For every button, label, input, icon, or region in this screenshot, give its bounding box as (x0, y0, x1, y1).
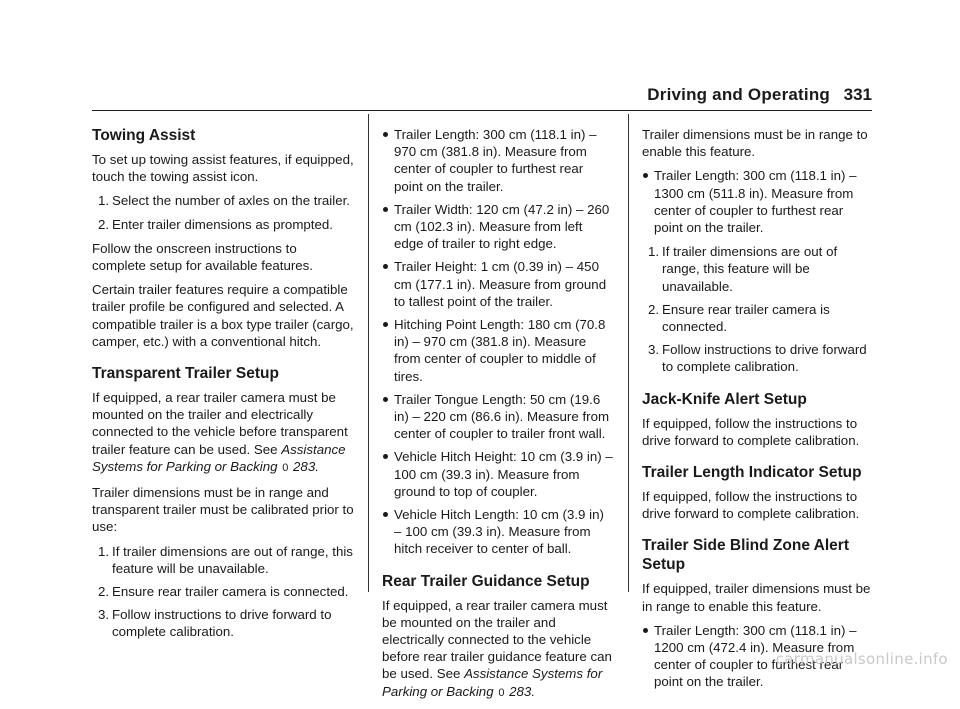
step-text: Select the number of axles on the trailer. (112, 193, 350, 209)
step-text: Enter trailer dimensions as prompted. (112, 216, 333, 232)
column-2 (382, 126, 614, 709)
trailer-dimension-list (382, 126, 614, 558)
list-item (92, 583, 354, 600)
step-number: 3. (648, 342, 660, 358)
list-item (92, 192, 354, 209)
page-number: 331 (843, 85, 872, 104)
towing-paragraph: Certain trailer features require a compatible trailer profile be configured and selected. A compatible trailer is a box type trailer (cargo, camper, etc.) with a conventional hitch. (92, 282, 354, 349)
list-item: Vehicle Hitch Height: 10 cm (3.9 in) – 100 cm (39.3 in). Measure from ground to top of coupler. (382, 448, 614, 500)
transparent-steps (92, 543, 354, 641)
paragraph-text: If equipped, a rear trailer camera must be mounted on the trailer and electrically connected to the vehicle before transparent trailer feature can be used. See (92, 390, 348, 457)
transparent-paragraph (92, 389, 354, 477)
step-text: Ensure rear trailer camera is connected. (112, 584, 349, 600)
page-ref-icon: 0 (498, 686, 505, 699)
step-text: If trailer dimensions are out of range, this feature will be unavailable. (112, 543, 353, 576)
list-item (642, 341, 872, 375)
step-number: 2. (648, 301, 660, 317)
step-number: 3. (98, 607, 110, 623)
transparent-paragraph: Trailer dimensions must be in range and transparent trailer must be calibrated prior to use: (92, 485, 354, 535)
step-number: 1. (648, 244, 660, 260)
rear-guidance-paragraph (382, 597, 614, 702)
list-item: Hitching Point Length: 180 cm (70.8 in) – 970 cm (381.8 in). Measure from center of coupler to middle of tires. (382, 316, 614, 385)
list-item (642, 301, 872, 335)
list-item (92, 543, 354, 577)
list-item (92, 606, 354, 640)
header-divider (92, 110, 872, 111)
heading-jack-knife-alert: Jack-Knife Alert Setup (642, 390, 807, 408)
step-text: Follow instructions to drive forward to complete calibration. (112, 607, 332, 640)
watermark: carmanualsonline.info (775, 650, 948, 668)
heading-transparent-trailer: Transparent Trailer Setup (92, 365, 279, 383)
list-item (642, 243, 872, 295)
list-item: Trailer Length: 300 cm (118.1 in) – 970 cm (381.8 in). Measure from center of coupler to furthest rear point on the trailer. (382, 126, 614, 195)
column-3 (642, 126, 872, 698)
list-item: Trailer Width: 120 cm (47.2 in) – 260 cm (102.3 in). Measure from left edge of trailer to right edge. (382, 201, 614, 253)
list-item: Trailer Tongue Length: 50 cm (19.6 in) – 220 cm (86.6 in). Measure from center of coupler to trailer front wall. (382, 391, 614, 443)
step-number: 1. (98, 193, 110, 209)
step-number: 2. (98, 584, 110, 600)
cross-reference-link[interactable]: Assistance Systems for Parking or Backing (92, 441, 346, 474)
page-header (0, 85, 960, 113)
side-blind-paragraph: If equipped, trailer dimensions must be in range to enable this feature. (642, 581, 871, 614)
list-item: Trailer Length: 300 cm (118.1 in) – 1300 cm (511.8 in). Measure from center of coupler to furthest rear point on the trailer. (642, 167, 872, 236)
column-1 (92, 126, 354, 648)
towing-steps (92, 192, 354, 232)
section-title: Driving and Operating (647, 85, 830, 104)
paragraph-text: If equipped, a rear trailer camera must be mounted on the trailer and electrically connected to the vehicle before rear trailer guidance feature can be used. See (382, 597, 612, 682)
towing-intro: To set up towing assist features, if equipped, touch the towing assist icon. (92, 152, 354, 185)
step-number: 2. (98, 216, 110, 232)
heading-side-blind-zone: Trailer Side Blind Zone Alert Setup (642, 537, 849, 574)
page-ref-number[interactable]: 283. (509, 683, 536, 699)
list-item (92, 216, 354, 233)
jack-knife-paragraph: If equipped, follow the instructions to drive forward to complete calibration. (642, 415, 860, 448)
list-item: Trailer Length: 300 cm (118.1 in) – 1200 cm (472.4 in). Measure from center of coupler to furthest rear point on the trailer. (642, 622, 872, 691)
step-text: If trailer dimensions are out of range, this feature will be unavailable. (662, 244, 838, 294)
step-number: 1. (98, 543, 110, 559)
page-ref-icon: 0 (282, 461, 289, 474)
calibration-steps (642, 243, 872, 375)
towing-paragraph: Follow the onscreen instructions to complete setup for available features. (92, 240, 314, 274)
list-item: Trailer Height: 1 cm (0.39 in) – 450 cm (177.1 in). Measure from ground to tallest point of the trailer. (382, 258, 614, 310)
cross-reference-link[interactable]: Assistance Systems for Parking or Backing (382, 666, 603, 699)
length-indicator-paragraph: If equipped, follow the instructions to drive forward to complete calibration. (642, 489, 860, 522)
heading-rear-trailer-guidance: Rear Trailer Guidance Setup (382, 572, 590, 590)
step-text: Ensure rear trailer camera is connected. (662, 301, 830, 335)
step-text: Follow instructions to drive forward to complete calibration. (662, 342, 867, 375)
column-divider-1 (368, 114, 369, 592)
heading-towing-assist: Towing Assist (92, 127, 196, 144)
column-divider-2 (628, 114, 629, 592)
range-list (642, 167, 872, 236)
heading-trailer-length-indicator: Trailer Length Indicator Setup (642, 464, 862, 482)
range-intro: Trailer dimensions must be in range to enable this feature. (642, 127, 868, 160)
page-ref-number[interactable]: 283. (293, 458, 319, 474)
list-item: Vehicle Hitch Length: 10 cm (3.9 in) – 100 cm (39.3 in). Measure from hitch receiver to center of ball. (382, 506, 614, 558)
